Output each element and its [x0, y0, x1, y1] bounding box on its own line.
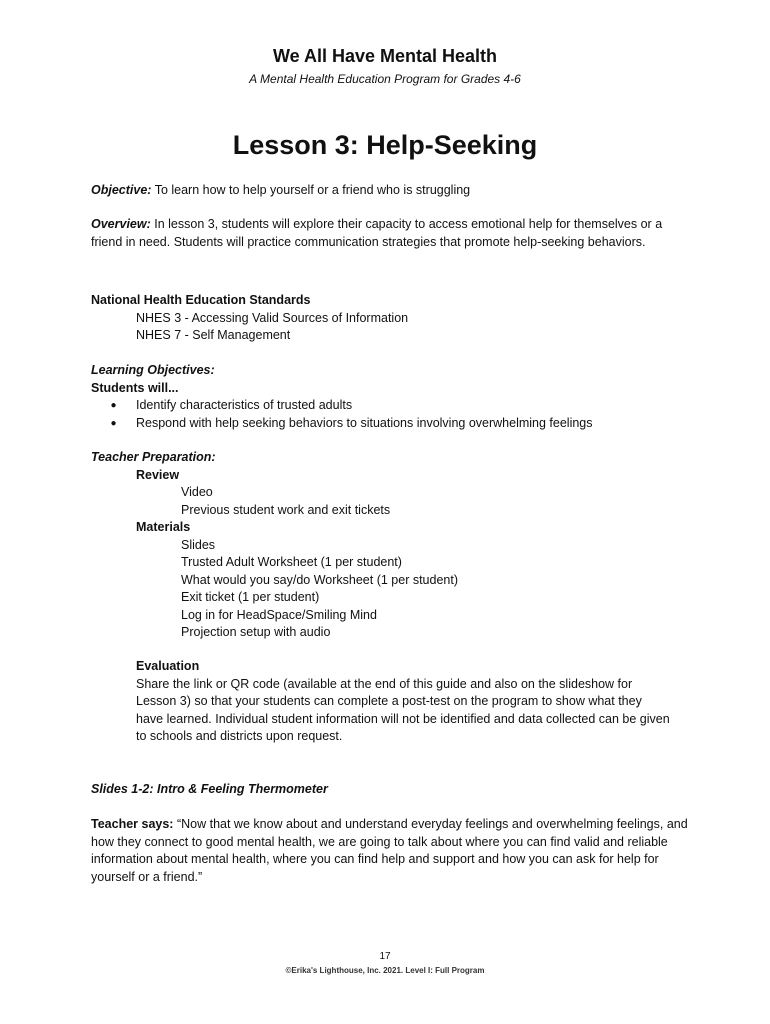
standards-heading: National Health Education Standards: [91, 293, 311, 307]
teacher-says-label: Teacher says:: [91, 817, 174, 831]
copyright-footer: ©Erika's Lighthouse, Inc. 2021. Level I: Full Program: [285, 966, 485, 975]
material-item: Projection setup with audio: [181, 625, 331, 639]
standards-section: [91, 292, 691, 345]
list-item: [91, 397, 691, 415]
slides-section: [91, 781, 691, 799]
review-item: Previous student work and exit tickets: [181, 502, 391, 517]
teacher-says-section: [91, 816, 691, 886]
learning-objectives-heading: Learning Objectives:: [91, 363, 215, 377]
objective-label: Objective:: [91, 183, 152, 197]
overview-label: Overview:: [91, 217, 151, 231]
evaluation-section: [91, 658, 671, 746]
standard-item: NHES 7 - Self Management: [136, 328, 291, 342]
evaluation-text: Share the link or QR code (available at the end of this guide and also on the slideshow for Lesson 3) so that your students can complete a post-test on the program to show what they have learned. Individual student information will not be identified and data collected can be given to schools and districts upon request.: [136, 676, 670, 743]
page-number: 17: [379, 951, 391, 962]
bullet-icon: ●: [110, 400, 117, 411]
material-item: Trusted Adult Worksheet (1 per student): [181, 555, 402, 569]
materials-label: Materials: [136, 520, 191, 534]
evaluation-label: Evaluation: [136, 659, 200, 673]
list-item: [91, 415, 691, 433]
teacher-says-text: “Now that we know about and understand everyday feelings and overwhelming feelings, and how they connect to good mental health, we are going to talk about where you can find valid and reliable information about mental health, where you can find help and support and how you can ask for help for yourself or a friend.”: [91, 817, 688, 884]
material-item: Slides: [181, 537, 216, 552]
material-item: Log in for HeadSpace/Smiling Mind: [181, 607, 377, 622]
lesson-title: Lesson 3: Help-Seeking: [232, 130, 538, 160]
standard-item: NHES 3 - Accessing Valid Sources of Information: [136, 310, 409, 325]
learning-objectives-section: [91, 362, 691, 432]
material-item: Exit ticket (1 per student): [181, 590, 320, 604]
teacher-prep-heading: Teacher Preparation:: [91, 450, 216, 464]
review-label: Review: [136, 467, 180, 482]
objective-section: [91, 182, 691, 200]
teacher-prep-section: [91, 449, 691, 642]
program-subtitle: A Mental Health Education Program for Grades 4-6: [249, 72, 521, 86]
objective-item: Identify characteristics of trusted adults: [136, 398, 353, 412]
students-will-label: Students will...: [91, 380, 179, 395]
objective-text: To learn how to help yourself or a friend who is struggling: [154, 183, 471, 197]
objective-item: Respond with help seeking behaviors to situations involving overwhelming feelings: [136, 415, 593, 430]
slides-heading: Slides 1-2: Intro & Feeling Thermometer: [91, 782, 328, 796]
bullet-icon: ●: [110, 417, 117, 429]
material-item: What would you say/do Worksheet (1 per student): [181, 572, 458, 587]
overview-section: [91, 216, 691, 251]
review-item: Video: [181, 485, 213, 499]
overview-text: In lesson 3, students will explore their capacity to access emotional help for themselves or a friend in need. Students will practice communication strategies that promote help-seeking behaviors.: [91, 217, 663, 249]
program-title: We All Have Mental Health: [272, 46, 498, 66]
